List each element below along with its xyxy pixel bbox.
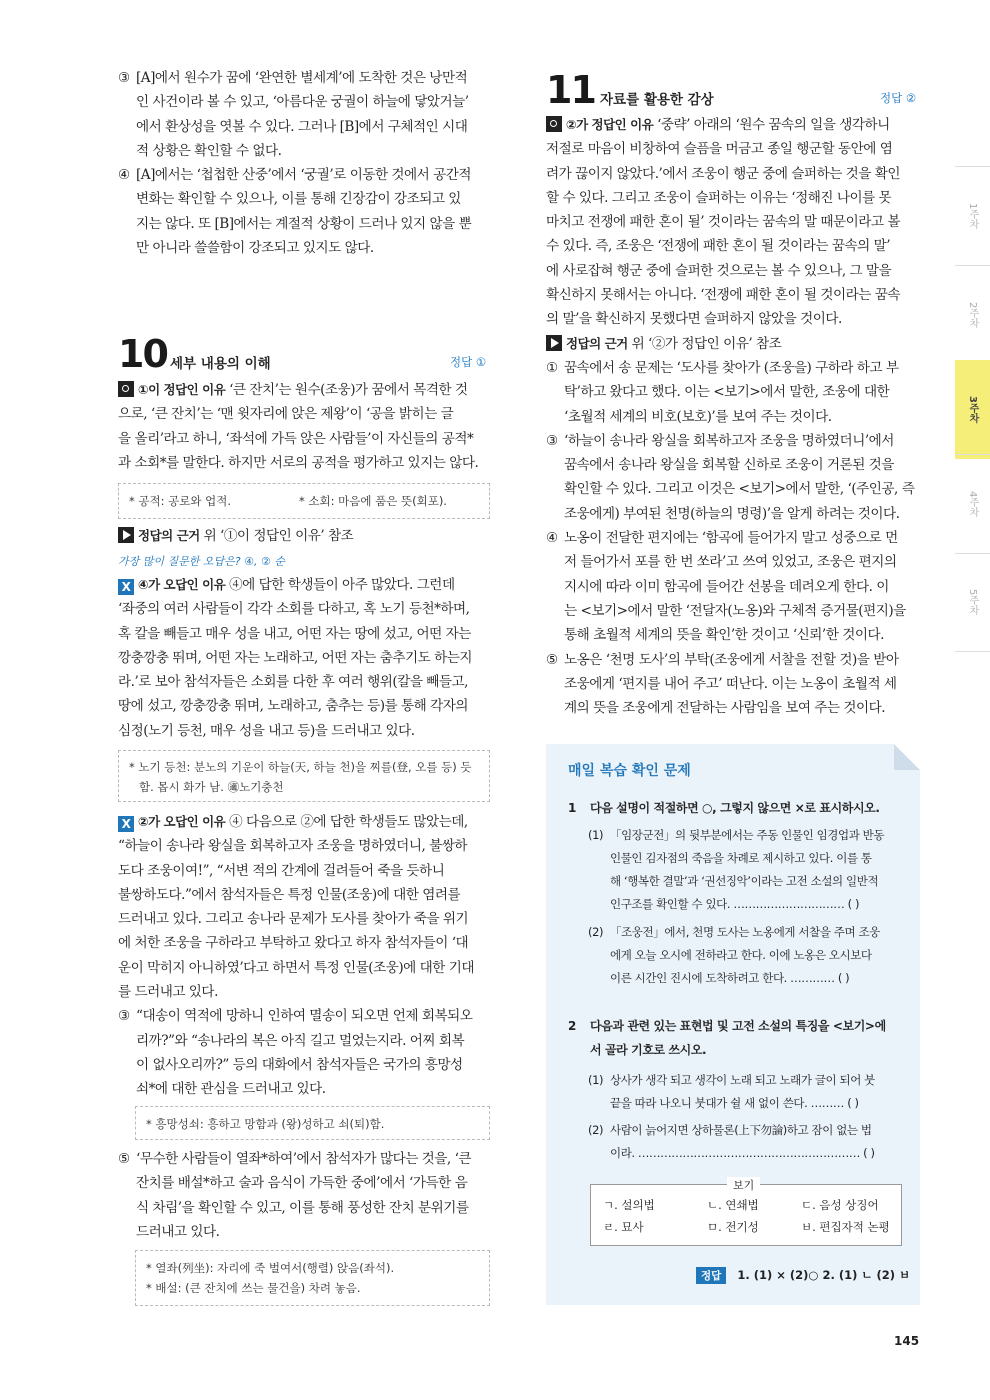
question-title: 세부 내용의 이해 bbox=[170, 356, 271, 372]
q10-option-5: ⑤ ‘무수한 사람들이 열좌*하여’에서 참석자가 많다는 것을, ‘큰 잔치를 배설*하고 술과 음식이 가득한 중에’에서 ‘가득한 음 식 차림’을 확인할 수 있고, 이를 통해 풍성한 잔치 분위기를 드러내고 있다. bbox=[118, 1151, 472, 1240]
review-answer: 정답 1. (1) × (2)○ 2. (1) ㄴ (2) ㅂ bbox=[696, 1264, 910, 1284]
answer-label: 정답 ② bbox=[880, 91, 917, 105]
review-subquestion: (1) 상사가 생각 되고 생각이 노래 되고 노래가 글이 되어 붓 끝을 따라 나오니 붓대가 쉴 새 없이 쓴다. ……… ( ) bbox=[588, 1073, 875, 1110]
q10-wrong-4: X ④가 오답인 이유 ④에 답한 학생들이 아주 많았다. 그런데 ‘좌중의 여러 사람들이 각각 소회를 다하고, 혹 노기 등천*하며, 혹 칼을 빼들고 매우 성을 내고, 어떤 자는 땅에 섰고, 어떤 자는 깡충깡충 뛰며, 어떤 자는 노래하고, 어떤 자는 춤추기도 하는지 라.’로 보아 참석자들은 소회를 다한 후 여러 행위(칼을 빼들고, 땅에 섰고, 깡충깡충 뛰며, 노래하고, 춤추는 등)를 통해 각자의 심정(노기 등천, 매우 성을 내고 등)을 드러내고 있다. bbox=[118, 577, 472, 739]
tab-week-2[interactable]: 2주차 bbox=[955, 265, 990, 364]
text-line: 지는 않다. 또 [B]에서는 계절적 상황이 드러나 있지 않을 뿐 bbox=[136, 215, 472, 232]
review-question-1: 1 다음 설명이 적절하면 ○, 그렇지 않으면 ×로 표시하시오. bbox=[568, 801, 880, 815]
q10-reason: ①이 정답인 이유 ‘큰 잔치’는 원수(조웅)가 꿈에서 목격한 것 으로, ‘큰 잔치’는 ‘맨 윗자리에 앉은 제왕’이 ‘공을 밝히는 글 을 올리’라고 하니, ‘좌석에 가득 앉은 사람들’이 자신들의 공적* 과 소회*를 말한다. 하지만 서로의 공적을 평가하고 있지는 않다. bbox=[118, 382, 479, 471]
x-icon: X bbox=[118, 816, 134, 832]
footnote-box: * 노기 등천: 분노의 기운이 하늘(天, 하늘 천)을 찌를(登, 오를 등) 듯 함. 몹시 화가 남. ㊜노기충천 bbox=[118, 750, 490, 802]
tab-week-1[interactable]: 1주차 bbox=[955, 166, 990, 265]
bogi-box: 보기 ㄱ. 설의법 ㄴ. 연쇄법 ㄷ. 음성 상징어 ㄹ. 묘사 ㅁ. 전기성 ㅂ. 편집자적 논평 bbox=[590, 1184, 902, 1246]
option-1: ① 꿈속에서 송 문제는 ‘도사를 찾아가 (조웅을) 구하라 하고 부 탁’하고 왔다고 했다. 이는 <보기>에서 말한, 조웅에 대한 ‘초월적 세계의 비호(보호)’를 보여 주는 것이다. bbox=[546, 359, 899, 425]
correct-icon bbox=[546, 116, 562, 132]
question-number: 10 bbox=[118, 332, 167, 376]
option-3: ③ ‘하늘이 송나라 왕실을 회복하고자 조웅을 명하였더니’에서 꿈속에서 송나라 왕실을 회복할 신하로 조웅이 거론된 것을 확인할 수 있다. 그리고 이것은 <보기>에서 말한, ‘(주인공, 즉 조웅에게) 부여된 천명(하늘의 명령)’을 알게 하려는 것이다. bbox=[546, 432, 915, 522]
review-subquestion: (2) 「조웅전」에서, 천명 도사는 노옹에게 서찰을 주며 조웅 에게 오늘 오시에 전하라고 한다. 이에 노옹은 오시보다 이른 시간인 진시에 도착하려고 한다. ………… ( ) bbox=[588, 925, 880, 985]
review-subquestion: (1) 「임장군전」의 뒷부분에서는 주동 인물인 임경업과 반동 인물인 김자점의 죽음을 차례로 제시하고 있다. 이를 통 해 ‘행복한 결말’과 ‘권선징악’이라는 고전 소설의 일반적 인구조를 확인할 수 있다. ………………………… ( ) bbox=[588, 828, 885, 911]
review-question-2: 2 다음과 관련 있는 표현법 및 고전 소설의 특징을 <보기>에 서 골라 기호로 쓰시오. bbox=[568, 1019, 886, 1057]
triangle-icon bbox=[118, 527, 134, 543]
daily-review-box bbox=[546, 744, 920, 1305]
footnote-box: * 열좌(列坐): 자리에 죽 벌여서(행렬) 앉음(좌석). * 배설: (큰 잔치에 쓰는 물건을) 차려 놓음. bbox=[135, 1250, 490, 1306]
option-4: ④ [A]에서는 ‘첩첩한 산중’에서 ‘궁궐’로 이동한 것에서 공간적 변화는 확인할 수 있으나, 이를 통해 긴장감이 강조되고 있 지는 않다. 또 [B]에서는 계절적 상황이 드러나 있지 않을 뿐 만 아니라 쓸쓸함이 강조되고 있지도 않다. bbox=[118, 163, 490, 260]
text-line: 에서 환상성을 엿볼 수 있다. 그러나 [B]에서 구체적인 시대 bbox=[136, 118, 468, 135]
correct-icon bbox=[118, 381, 134, 397]
answer-label: 정답 ① bbox=[450, 355, 487, 369]
tab-week-5[interactable]: 5주차 bbox=[955, 553, 990, 652]
review-title: 매일 복습 확인 문제 bbox=[568, 763, 691, 779]
page-fold-decoration bbox=[894, 744, 920, 770]
page-number: 145 bbox=[894, 1334, 920, 1348]
q11-reason: ②가 정답인 이유 ‘중략’ 아래의 ‘원수 꿈속의 일을 생각하니 저절로 마음이 비창하여 슬픔을 머금고 종일 행군할 동안에 염 려가 끊이지 않았다.’에서 조웅이 행군 중에 슬퍼하는 것을 확인 할 수 있다. 그리고 조웅이 슬퍼하는 이유는 ‘정해진 나이를 못 마치고 전쟁에 패한 혼이 될’ 것이라는 꿈속의 말 때문이라고 볼 수 있다. 즉, 조웅은 ‘전쟁에 패한 혼이 될 것이라는 꿈속의 말’ 에 사로잡혀 행군 중에 슬퍼한 것으로는 볼 수 있으나, 그 말을 확신하지 못해서는 아니다. ‘전쟁에 패한 혼이 될 것이라는 꿈속 의 말’을 확신하지 못했다면 슬퍼하지 않았을 것이다. 정답의 근거 위 ‘②가 정답인 이유’ 참조 ① 꿈속에서 송 문제는 ‘도사를 찾아가 (조웅을) 구하라 하고 부 탁’하고 왔다고 했다. 이는 <보기>에서 말한, 조웅에 대한 ‘초월적 세계의 비호(보호)’를 보여 주는 것이다. ③ ‘하늘이 송나라 왕실을 회복하고자 조웅을 명하였더니’에서 꿈속에서 송나라 왕실을 회복할 신하로 조웅이 거론된 것을 확인할 수 있다. 그리고 이것은 <보기>에서 말한, ‘(주인공, 즉 조웅에게) 부여된 천명(하늘의 명령)’을 알게 하려는 것이다. ④ 노옹이 전달한 편지에는 ‘함곡에 들어가지 말고 성중으로 먼 저 들어가서 포를 한 번 쏘라’고 쓰여 있었고, 조웅은 편지의 지시에 따라 이미 함곡에 들어간 선봉을 데려오게 한다. 이 는 <보기>에서 말한 ‘전달자(노옹)와 구체적 증거물(편지)을 통해 초월적 세계의 뜻을 확인’한 것이고 ‘신뢰’한 것이다. ⑤ 노옹은 ‘천명 도사’의 부탁(조웅에게 서찰을 전할 것)을 받아 조웅에게 ‘편지를 내어 주고’ 떠난다. 이는 노옹이 초월적 세 계의 뜻을 조웅에게 전달하는 사람임을 보여 주는 것이다. bbox=[546, 113, 920, 720]
q10-wrong-2: X ②가 오답인 이유 ④ 다음으로 ②에 답한 학생들도 많았는데, “하늘이 송나라 왕실을 회복하고자 조웅을 명하였더니, 불쌍하 도다 조웅이여!”, “서변 적의 간계에 걸려들어 죽을 듯하니 불쌍하도다.”에서 참석자들은 특정 인물(조웅)에 대한 염려를 드러내고 있다. 그리고 송나라 문제가 도사를 찾아가 죽을 위기 에 처한 조웅을 구하라고 부탁하고 왔다고 하자 참석자들이 ‘대 운이 막히지 아니하였’다고 하면서 특정 인물(조웅)에 대한 기대 를 드러내고 있다. ③ “대송이 역적에 망하니 인하여 멸송이 되오면 언제 회복되오 리까?”와 “송나라의 복은 아직 길고 멀었는지라. 어찌 회복 이 없사오리까?” 등의 대화에서 참석자들은 국가의 흥망성 쇠*에 대한 관심을 드러내고 있다. bbox=[118, 810, 490, 1102]
left-options-block bbox=[118, 66, 490, 260]
option-3: ③ “대송이 역적에 망하니 인하여 멸송이 되오면 언제 회복되오 리까?”와 “송나라의 복은 아직 길고 멀었는지라. 어찌 회복 이 없사오리까?” 등의 대화에서 참석자들은 국가의 흥망성 쇠*에 대한 관심을 드러내고 있다. bbox=[118, 1008, 473, 1098]
text-line: [A]에서 원수가 꿈에 ‘완연한 별세계’에 도착한 것은 낭만적 bbox=[136, 70, 468, 86]
x-icon: X bbox=[118, 579, 134, 595]
tab-week-4[interactable]: 4주차 bbox=[955, 454, 990, 553]
text-line: 적 상황은 확인할 수 없다. bbox=[136, 142, 282, 159]
footnote-box: * 공적: 공로와 업적. * 소회: 마음에 품은 뜻(회포). bbox=[118, 483, 490, 519]
question-number: 11 bbox=[546, 68, 595, 112]
option-4: ④ 노옹이 전달한 편지에는 ‘함곡에 들어가지 말고 성중으로 먼 저 들어가서 포를 한 번 쏘라’고 쓰여 있었고, 조웅은 편지의 지시에 따라 이미 함곡에 들어간 선봉을 데려오게 한다. 이 는 <보기>에서 말한 ‘전달자(노옹)와 구체적 증거물(편지)을 통해 초월적 세계의 뜻을 확인’한 것이고 ‘신뢰’한 것이다. bbox=[546, 530, 906, 644]
option-5: ⑤ 노옹은 ‘천명 도사’의 부탁(조웅에게 서찰을 전할 것)을 받아 조웅에게 ‘편지를 내어 주고’ 떠난다. 이는 노옹이 초월적 세 계의 뜻을 조웅에게 전달하는 사람임을 보여 주는 것이다. bbox=[546, 651, 899, 717]
q10-basis: 정답의 근거 위 ‘①이 정답인 이유’ 참조 bbox=[118, 524, 490, 548]
tab-week-3[interactable]: 3주차 bbox=[955, 360, 990, 459]
review-subquestion: (2) 사람이 늙어지면 상하물론(上下勿論)하고 잠이 없는 법 이라. …………………………………………………… ( ) bbox=[588, 1123, 875, 1160]
question-11-header bbox=[546, 68, 920, 112]
triangle-icon bbox=[546, 335, 562, 351]
text-line: 만 아니라 쓸쓸함이 강조되고 있지도 않다. bbox=[136, 240, 374, 257]
question-10-header bbox=[118, 332, 490, 376]
text-line: 변화는 확인할 수 있으나, 이를 통해 긴장감이 강조되고 있 bbox=[136, 191, 461, 208]
text-line: 인 사건이라 볼 수 있고, ‘아름다운 궁궐이 하늘에 닿았거늘’ bbox=[136, 94, 469, 111]
bogi-label: 보기 bbox=[727, 1177, 760, 1193]
question-title: 자료를 활용한 감상 bbox=[600, 92, 714, 108]
handwritten-note: 가장 많이 질문한 오답은? ④, ② 순 bbox=[118, 555, 285, 568]
text-line: [A]에서는 ‘첩첩한 산중’에서 ‘궁궐’로 이동한 것에서 공간적 bbox=[136, 167, 472, 184]
option-3: ③ [A]에서 원수가 꿈에 ‘완연한 별세계’에 도착한 것은 낭만적 인 사건이라 볼 수 있고, ‘아름다운 궁궐이 하늘에 닿았거늘’ 에서 환상성을 엿볼 수 있다. 그러나 [B]에서 구체적인 시대 적 상황은 확인할 수 없다. bbox=[118, 66, 490, 163]
footnote-box: * 흥망성쇠: 흥하고 망함과 (왕)성하고 쇠(퇴)함. bbox=[135, 1106, 490, 1140]
